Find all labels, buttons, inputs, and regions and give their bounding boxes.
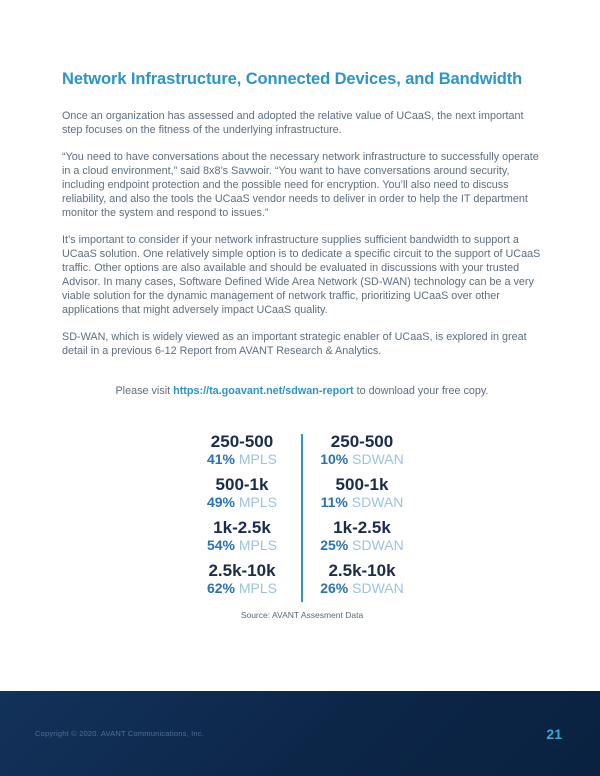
stat-line [183, 451, 301, 467]
stat-group [183, 518, 301, 553]
stat-percent: 62% [206, 580, 235, 596]
stat-line [183, 580, 301, 596]
stat-line [303, 580, 421, 596]
company-size: 500-1k [335, 475, 389, 494]
cta-suffix: to download your free copy. [353, 385, 489, 397]
stat-group [303, 561, 421, 596]
cta-prefix: Please visit [115, 385, 174, 397]
stat-group [303, 432, 421, 467]
stat-percent: 26% [320, 580, 349, 596]
stat-group [183, 432, 301, 467]
stat-tech: MPLS [238, 451, 278, 467]
stat-tech: MPLS [238, 580, 278, 596]
stat-percent: 25% [320, 537, 349, 553]
paragraph-sdwan: SD-WAN, which is widely viewed as an important strategic enabler of UCaaS, is explored in great detail in a previous 6-12 Report from AVANT Research & Analytics. [62, 331, 527, 357]
company-size: 1k-2.5k [333, 518, 391, 537]
stat-group [303, 475, 421, 510]
stat-tech: MPLS [238, 537, 278, 553]
stat-line [183, 494, 301, 510]
company-size: 500-1k [215, 475, 269, 494]
stat-group [303, 518, 421, 553]
page-number: 21 [546, 725, 562, 742]
stat-percent: 41% [206, 451, 235, 467]
page-title: Network Infrastructure, Connected Devices, and Bandwidth [62, 70, 523, 88]
source-note: Source: AVANT Assesment Data [240, 610, 364, 620]
sdwan-report-link[interactable]: https://ta.goavant.net/sdwan-report [173, 385, 354, 397]
stat-percent: 49% [206, 494, 235, 510]
paragraph-bandwidth: It’s important to consider if your network infrastructure supplies sufficient bandwidth to support a UCaaS solution. One relatively simple option is to dedicate a specific circuit to the support of UCaaS traffic. Other options are also available and should be evaluated in discussions with your trusted Advisor. In many cases, Software Defined Wide Area Network (SD-WAN) technology can be a very viable solution for the dynamic management of network traffic, prioritizing UCaaS over other applications that might adversely impact UCaaS quality. [62, 234, 541, 316]
company-size: 250-500 [330, 432, 394, 451]
stat-line [303, 537, 421, 553]
stat-tech: SDWAN [352, 580, 404, 596]
paragraph-quote: “You need to have conversations about the necessary network infrastructure to successfully operate in a cloud environment,” said 8x8’s Savwoir. “You want to have conversations around security, including endpoint protection and the possible need for encryption. You’ll also need to discuss reliability, and also the tools the UCaaS vendor needs to deliver in order to help the IT department monitor the system and respond to issues.” [62, 151, 539, 219]
download-cta [62, 385, 542, 397]
stat-percent: 54% [206, 537, 235, 553]
stat-line [303, 451, 421, 467]
copyright-text: Copyright © 2020. AVANT Communications, Inc. [35, 729, 204, 738]
company-size: 250-500 [210, 432, 274, 451]
stat-tech: MPLS [238, 494, 278, 510]
bandwidth-stats-table [62, 432, 542, 604]
sdwan-column [303, 432, 421, 604]
stat-tech: SDWAN [352, 537, 404, 553]
company-size: 1k-2.5k [213, 518, 271, 537]
company-size: 2.5k-10k [328, 561, 396, 580]
page-footer [0, 691, 600, 776]
stat-percent: 10% [320, 451, 349, 467]
stat-tech: SDWAN [352, 451, 404, 467]
company-size: 2.5k-10k [208, 561, 276, 580]
mpls-column [183, 432, 301, 604]
stat-percent: 11% [320, 494, 348, 510]
stat-tech: SDWAN [351, 494, 404, 510]
stat-line [303, 494, 421, 510]
paragraph-intro: Once an organization has assessed and adopted the relative value of UCaaS, the next important step focuses on the fitness of the underlying infrastructure. [62, 110, 524, 136]
stat-group [183, 561, 301, 596]
stat-line [183, 537, 301, 553]
stat-group [183, 475, 301, 510]
